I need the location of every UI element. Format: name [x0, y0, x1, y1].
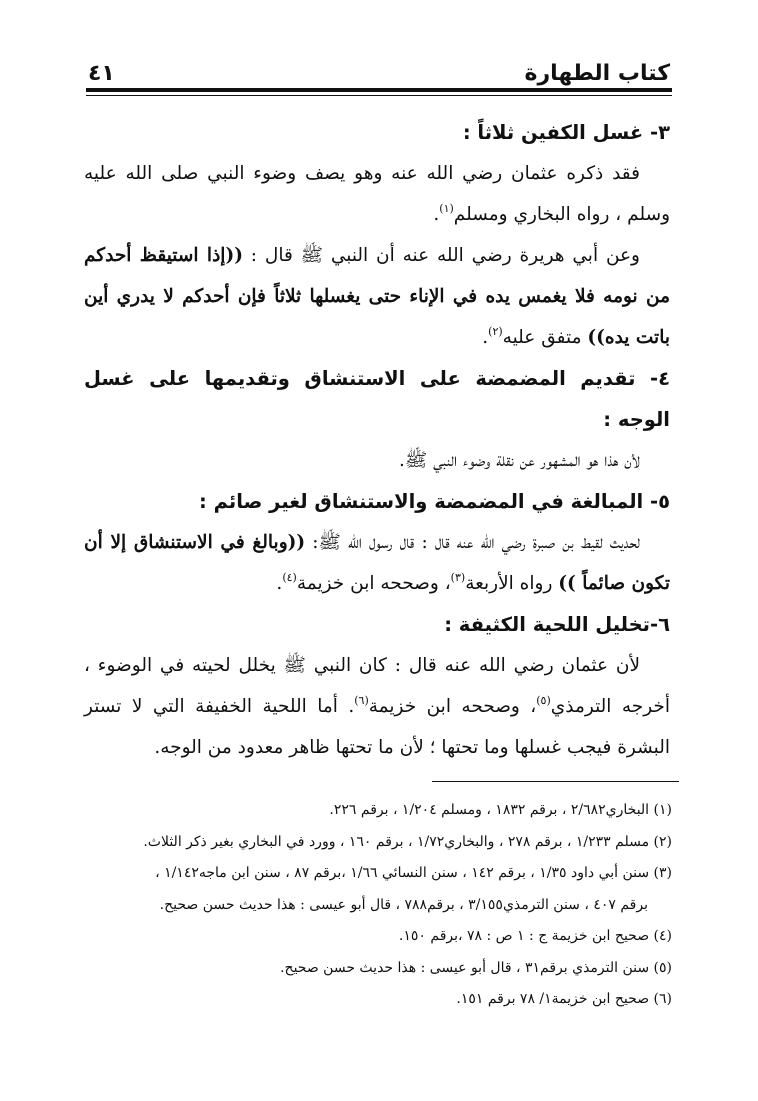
paragraph-text: لأن عثمان رضي الله عنه قال : كان النبي ﷺ يخلل لحيته في الوضوء ، أخرجه الترمذي — [84, 655, 671, 717]
footnote-ref-3: (٣) — [450, 571, 466, 584]
footnote-ref-1: (١) — [439, 202, 454, 215]
footnote-ref-2: (٢) — [488, 325, 503, 338]
header-rule-thin — [86, 95, 672, 96]
chapter-title: كتاب الطهارة — [524, 61, 670, 86]
footnotes — [90, 795, 672, 1016]
paragraph-text: . أما اللحية الخفيفة التي لا تستر البشرة فيجب غسلها وما تحتها ؛ لأن ما تحتها ظاهر معدود من الوجه. — [84, 696, 670, 758]
footnote-3: (٣) سنن أبي داود ١/٣٥ ، برقم ١٤٢ ، سنن النسائي ١/٦٦ ،برقم ٨٧ ، سنن ابن ماجه١/١٤٢ ، — [155, 865, 672, 881]
footnote-3-continued: برقم ٤٠٧ ، سنن الترمذي٣/١٥٥ ، برقم٧٨٨ ، قال أبو عيسى : هذا حديث حسن صحيح. — [159, 896, 648, 913]
paragraph-end: . — [482, 327, 489, 348]
footnote-2: (٢) مسلم ١/٢٣٣ ، برقم ٢٧٨ ، والبخاري١/٧٢ ، برقم ١٦٠ ، وورد في البخاري بغير ذكر الثلاث. — [143, 833, 672, 850]
header-rule-thick — [86, 88, 672, 92]
hadith-intro: لحديث لقيط بن صبرة رضي الله عنه قال : قال رسول الله ﷺ: — [305, 532, 640, 553]
paragraph-text: ، وصححه ابن خزيمة — [368, 696, 537, 717]
section-6-paragraph-1 — [84, 645, 670, 768]
section-3-heading: ٣- غسل الكفين ثلاثاً : — [462, 121, 670, 144]
section-4-paragraph-1: لأن هذا هو المشهور عن نقلة وضوء النبي ﷺ. — [399, 450, 640, 471]
hadith-text: ((وبالغ في الاستنشاق إلا أن تكون صائماً )) — [84, 532, 670, 594]
section-4-heading: ٤- تقديم المضمضة على الاستنشاق وتقديمها على غسل الوجه : — [84, 367, 670, 431]
paragraph-end: . — [433, 204, 440, 225]
section-5-heading: ٥- المبالغة في المضمضة والاستنشاق لغير صائم : — [199, 490, 670, 513]
hadith-text: ((إذا استيقظ أحدكم من نومه فلا يغمس يده في الإناء حتى يغسلها ثلاثاً فإن أحدكم لا يدري أين باتت يده)) — [84, 245, 670, 348]
hadith-source: متفق عليه — [502, 327, 588, 348]
footnote-5: (٥) سنن الترمذي برقم٣١ ، قال أبو عيسى : هذا حديث حسن صحيح. — [280, 959, 672, 976]
page-number: ٤١ — [88, 61, 115, 86]
footnote-4: (٤) صحيح ابن خزيمة ج : ١ ص : ٧٨ ،برقم ١٥٠. — [398, 928, 672, 944]
section-6-heading: ٦-تخليل اللحية الكثيفة : — [444, 613, 670, 636]
hadith-grading: ، وصححه ابن خزيمة — [296, 573, 451, 594]
footnote-ref-4: (٤) — [282, 571, 297, 584]
main-text — [84, 112, 670, 768]
footnote-ref-6: (٦) — [354, 694, 369, 707]
section-3-paragraph-1 — [84, 153, 670, 235]
footnote-1: (١) البخاري٢/٦٨٢ ، برقم ١٨٣٢ ، ومسلم ١/٢٠٤ ، برقم ٢٢٦. — [329, 802, 672, 818]
hadith-source: رواه الأربعة — [465, 573, 559, 594]
footnote-6: (٦) صحيح ابن خزيمة١/ ٧٨ برقم ١٥١. — [456, 991, 672, 1007]
section-3-paragraph-2 — [84, 235, 670, 358]
paragraph-text: فقد ذكره عثمان رضي الله عنه وهو يصف وضوء النبي صلى الله عليه وسلم ، رواه البخاري ومسلم — [84, 163, 670, 225]
paragraph-end: . — [276, 573, 283, 594]
hadith-intro: وعن أبي هريرة رضي الله عنه أن النبي ﷺ قال : — [242, 245, 640, 266]
footnote-separator — [432, 781, 679, 782]
footnote-ref-5: (٥) — [536, 694, 551, 707]
running-header — [88, 58, 670, 86]
section-5-paragraph-1 — [84, 522, 670, 604]
